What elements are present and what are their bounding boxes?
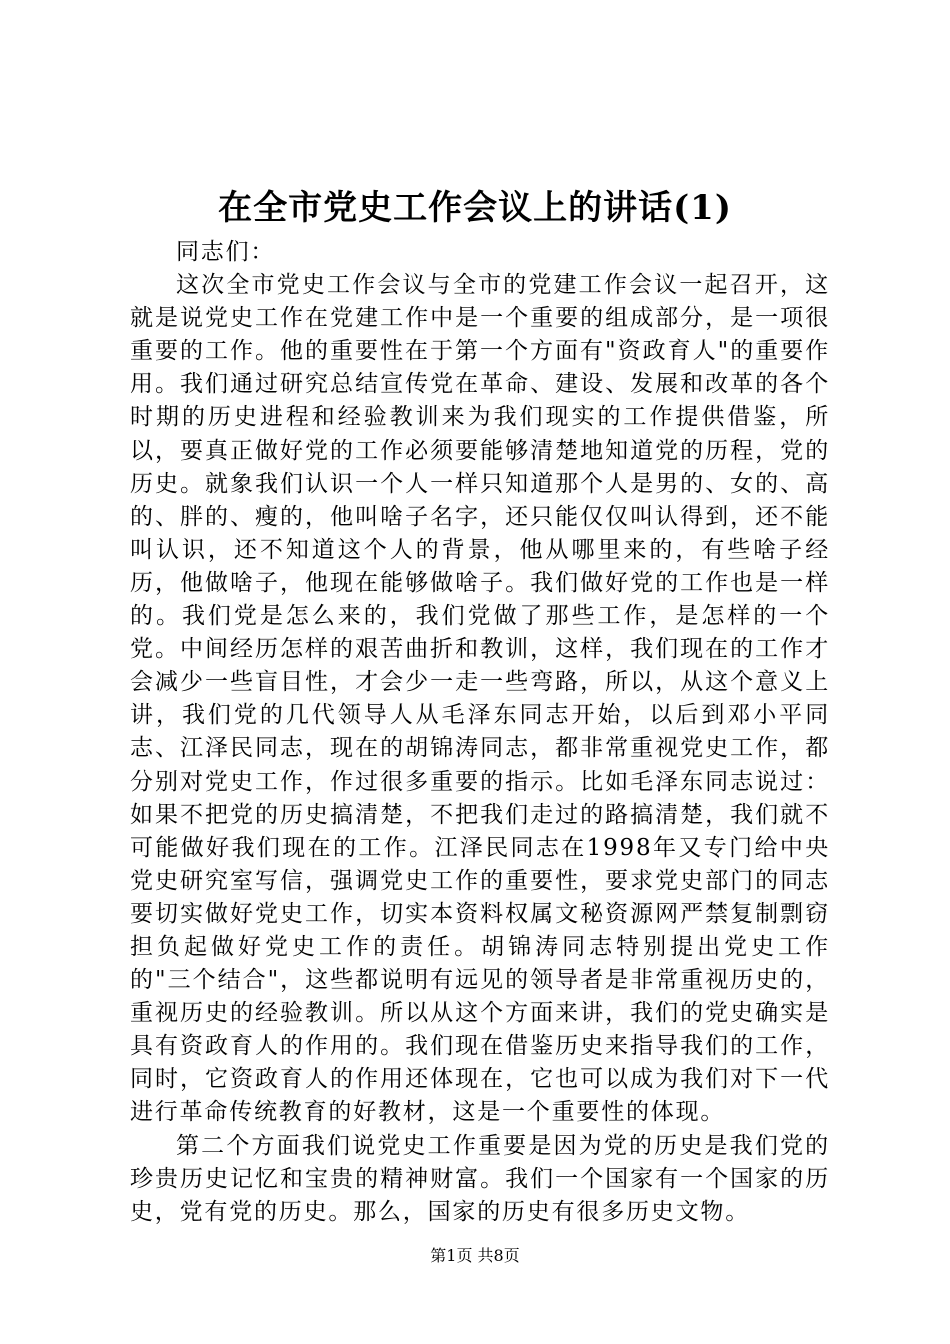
salutation-paragraph: 同志们：	[176, 239, 276, 265]
body-paragraph-1: 这次全市党史工作会议与全市的党建工作会议一起召开，这就是说党史工作在党建工作中是一个重要的组成部分，是一项很重要的工作。他的重要性在于第一个方面有"资政育人"的重要作用。我们通过研究总结宣传党在革命、建设、发展和改革的各个时期的历史进程和经验教训来为我们现实的工作提供借鉴，所以，要真正做好党的工作必须要能够清楚地知道党的历程，党的历史。就象我们认识一个人一样只知道那个人是男的、女的、高的、胖的、瘦的，他叫啥子名字，还只能仅仅叫认得到，还不能叫认识，还不知道这个人的背景，他从哪里来的，有些啥子经历，他做啥子，他现在能够做啥子。我们做好党的工作也是一样的。我们党是怎么来的，我们党做了那些工作，是怎样的一个党。中间经历怎样的艰苦曲折和教训，这样，我们现在的工作才会减少一些盲目性，才会少一走一些弯路，所以，从这个意义上讲，我们党的几代领导人从毛泽东同志开始，以后到邓小平同志、江泽民同志，现在的胡锦涛同志，都非常重视党史工作，都分别对党史工作，作过很多重要的指示。比如毛泽东同志说过：如果不把党的历史搞清楚，不把我们走过的路搞清楚，我们就不可能做好我们现在的工作。江泽民同志在1998年又专门给中央党史研究室写信，强调党史工作的重要性，要求党史部门的同志要切实做好党史工作，切实本资料权属文秘资源网严禁复制剽窃担负起做好党史工作的责任。胡锦涛同志特别提出党史工作的"三个结合"，这些都说明有远见的领导者是非常重视历史的，重视历史的经验教训。所以从这个方面来讲，我们的党史确实是具有资政育人的作用的。我们现在借鉴历史来指导我们的工作，同时，它资政育人的作用还体现在，它也可以成为我们对下一代进行革命传统教育的好教材，这是一个重要性的体现。	[130, 272, 830, 1126]
page-number-footer: 第1页 共8页	[430, 1246, 520, 1265]
body-paragraph-2: 第二个方面我们说党史工作重要是因为党的历史是我们党的珍贵历史记忆和宝贵的精神财富。我们一个国家有一个国家的历史，党有党的历史。那么，国家的历史有很多历史文物。	[130, 1132, 830, 1225]
document-title: 在全市党史工作会议上的讲话(1)	[218, 188, 732, 228]
document-body	[130, 236, 830, 1229]
